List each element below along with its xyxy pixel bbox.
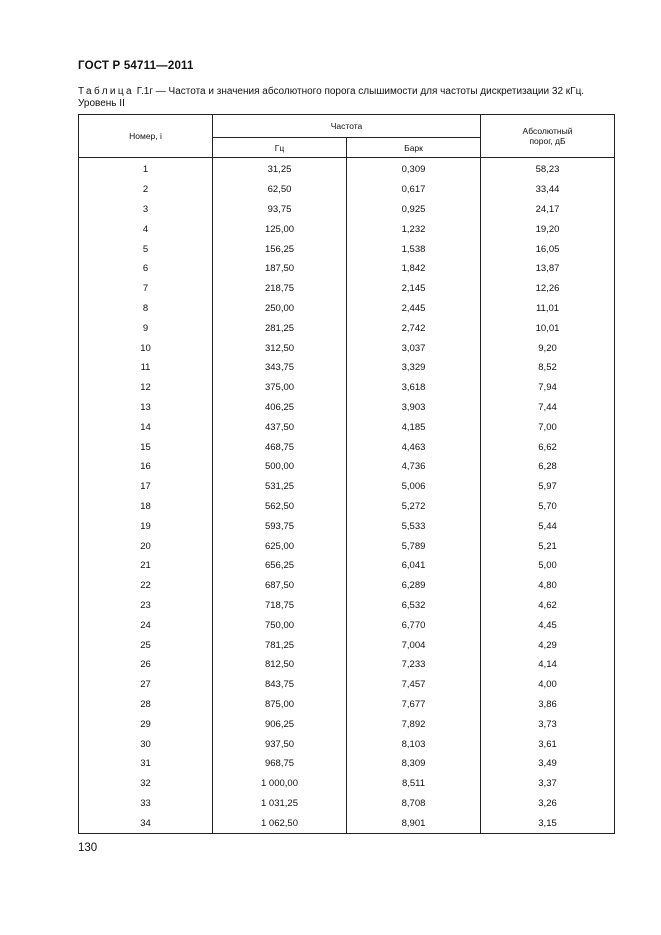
frequency-bark-cell: 3,037	[347, 338, 481, 358]
frequency-bark-cell: 7,892	[347, 714, 481, 734]
row-number-cell: 3	[79, 200, 213, 220]
frequency-bark-cell: 1,232	[347, 219, 481, 239]
row-number-cell: 32	[79, 774, 213, 794]
frequency-hz-cell: 906,25	[213, 714, 347, 734]
absolute-threshold-cell: 4,29	[481, 635, 615, 655]
frequency-hz-cell: 125,00	[213, 219, 347, 239]
frequency-bark-cell: 3,618	[347, 378, 481, 398]
table-row	[79, 556, 615, 576]
frequency-hz-cell: 437,50	[213, 417, 347, 437]
frequency-bark-cell: 4,463	[347, 437, 481, 457]
threshold-table	[78, 114, 615, 834]
table-row	[79, 655, 615, 675]
absolute-threshold-cell: 13,87	[481, 259, 615, 279]
frequency-bark-cell: 7,233	[347, 655, 481, 675]
row-number-cell: 24	[79, 615, 213, 635]
table-row	[79, 299, 615, 319]
frequency-hz-cell: 843,75	[213, 675, 347, 695]
row-number-cell: 34	[79, 813, 213, 833]
table-row	[79, 200, 615, 220]
absolute-threshold-cell: 8,52	[481, 358, 615, 378]
frequency-bark-cell: 5,533	[347, 516, 481, 536]
row-number-cell: 10	[79, 338, 213, 358]
row-number-cell: 17	[79, 477, 213, 497]
absolute-threshold-cell: 19,20	[481, 219, 615, 239]
row-number-cell: 25	[79, 635, 213, 655]
frequency-bark-cell: 8,309	[347, 754, 481, 774]
absolute-threshold-cell: 3,49	[481, 754, 615, 774]
absolute-threshold-cell: 4,14	[481, 655, 615, 675]
frequency-bark-cell: 8,511	[347, 774, 481, 794]
absolute-threshold-cell: 5,70	[481, 497, 615, 517]
absolute-threshold-cell: 5,21	[481, 536, 615, 556]
absolute-threshold-cell: 3,86	[481, 695, 615, 715]
frequency-bark-cell: 8,708	[347, 794, 481, 814]
absolute-threshold-cell: 3,15	[481, 813, 615, 833]
row-number-cell: 30	[79, 734, 213, 754]
table-row	[79, 457, 615, 477]
table-row	[79, 635, 615, 655]
frequency-hz-cell: 1 031,25	[213, 794, 347, 814]
table-row	[79, 417, 615, 437]
frequency-bark-cell: 4,736	[347, 457, 481, 477]
row-number-cell: 7	[79, 279, 213, 299]
row-number-cell: 19	[79, 516, 213, 536]
frequency-hz-cell: 281,25	[213, 318, 347, 338]
frequency-hz-cell: 1 000,00	[213, 774, 347, 794]
frequency-hz-cell: 31,25	[213, 158, 347, 180]
row-number-cell: 5	[79, 239, 213, 259]
row-number-cell: 1	[79, 158, 213, 180]
frequency-bark-cell: 0,925	[347, 200, 481, 220]
table-row	[79, 714, 615, 734]
document-code: ГОСТ Р 54711—2011	[78, 60, 194, 72]
frequency-hz-cell: 937,50	[213, 734, 347, 754]
absolute-threshold-cell: 7,00	[481, 417, 615, 437]
row-number-cell: 15	[79, 437, 213, 457]
caption-label: Таблица	[78, 86, 135, 97]
frequency-bark-cell: 8,901	[347, 813, 481, 833]
frequency-bark-cell: 7,677	[347, 695, 481, 715]
absolute-threshold-cell: 5,00	[481, 556, 615, 576]
header-bark	[347, 138, 481, 158]
table-row	[79, 734, 615, 754]
frequency-bark-cell: 1,842	[347, 259, 481, 279]
frequency-bark-cell: 5,006	[347, 477, 481, 497]
header-hz	[213, 138, 347, 158]
frequency-bark-cell: 6,289	[347, 576, 481, 596]
absolute-threshold-cell: 58,23	[481, 158, 615, 180]
absolute-threshold-cell: 4,45	[481, 615, 615, 635]
table-row	[79, 536, 615, 556]
frequency-hz-cell: 875,00	[213, 695, 347, 715]
table-row	[79, 774, 615, 794]
table-row	[79, 358, 615, 378]
table-row	[79, 378, 615, 398]
absolute-threshold-cell: 7,44	[481, 398, 615, 418]
frequency-bark-cell: 2,742	[347, 318, 481, 338]
frequency-hz-cell: 500,00	[213, 457, 347, 477]
frequency-hz-cell: 468,75	[213, 437, 347, 457]
table-row	[79, 398, 615, 418]
absolute-threshold-cell: 5,97	[481, 477, 615, 497]
frequency-bark-cell: 0,309	[347, 158, 481, 180]
frequency-bark-cell: 3,903	[347, 398, 481, 418]
frequency-bark-cell: 6,041	[347, 556, 481, 576]
frequency-hz-cell: 250,00	[213, 299, 347, 319]
table-row	[79, 318, 615, 338]
table-row	[79, 279, 615, 299]
frequency-bark-cell: 3,329	[347, 358, 481, 378]
frequency-bark-cell: 1,538	[347, 239, 481, 259]
row-number-cell: 4	[79, 219, 213, 239]
header-frequency	[213, 115, 481, 138]
absolute-threshold-cell: 24,17	[481, 200, 615, 220]
row-number-cell: 16	[79, 457, 213, 477]
frequency-bark-cell: 6,532	[347, 596, 481, 616]
frequency-hz-cell: 750,00	[213, 615, 347, 635]
row-number-cell: 29	[79, 714, 213, 734]
table-row	[79, 794, 615, 814]
table-row	[79, 239, 615, 259]
frequency-bark-cell: 8,103	[347, 734, 481, 754]
row-number-cell: 20	[79, 536, 213, 556]
absolute-threshold-cell: 12,26	[481, 279, 615, 299]
table-row	[79, 675, 615, 695]
frequency-hz-cell: 343,75	[213, 358, 347, 378]
table-row	[79, 615, 615, 635]
row-number-cell: 23	[79, 596, 213, 616]
row-number-cell: 14	[79, 417, 213, 437]
frequency-hz-cell: 718,75	[213, 596, 347, 616]
frequency-hz-cell: 312,50	[213, 338, 347, 358]
absolute-threshold-cell: 11,01	[481, 299, 615, 319]
frequency-hz-cell: 593,75	[213, 516, 347, 536]
table-row	[79, 813, 615, 833]
frequency-hz-cell: 62,50	[213, 180, 347, 200]
frequency-hz-cell: 812,50	[213, 655, 347, 675]
table-row	[79, 437, 615, 457]
header-number-label: Номер, i	[129, 131, 162, 141]
table-caption	[78, 86, 616, 110]
absolute-threshold-cell: 9,20	[481, 338, 615, 358]
frequency-hz-cell: 1 062,50	[213, 813, 347, 833]
frequency-hz-cell: 968,75	[213, 754, 347, 774]
page-number: 130	[78, 842, 98, 854]
caption-text: Г.1г — Частота и значения абсолютного порога слышимости для частоты дискретизации 32 кГц.	[134, 86, 585, 97]
absolute-threshold-cell: 10,01	[481, 318, 615, 338]
frequency-hz-cell: 406,25	[213, 398, 347, 418]
row-number-cell: 21	[79, 556, 213, 576]
absolute-threshold-cell: 5,44	[481, 516, 615, 536]
table-row	[79, 158, 615, 180]
header-threshold	[481, 115, 615, 158]
row-number-cell: 28	[79, 695, 213, 715]
frequency-hz-cell: 781,25	[213, 635, 347, 655]
caption-level: Уровень II	[78, 98, 125, 109]
table-row	[79, 497, 615, 517]
table-row	[79, 754, 615, 774]
header-number	[79, 115, 213, 158]
frequency-bark-cell: 4,185	[347, 417, 481, 437]
table-row	[79, 180, 615, 200]
absolute-threshold-cell: 7,94	[481, 378, 615, 398]
frequency-hz-cell: 156,25	[213, 239, 347, 259]
frequency-bark-cell: 2,145	[347, 279, 481, 299]
table-row	[79, 516, 615, 536]
header-threshold-line1: Абсолютный	[522, 126, 573, 136]
table-row	[79, 695, 615, 715]
absolute-threshold-cell: 3,61	[481, 734, 615, 754]
header-bark-label: Барк	[404, 142, 423, 153]
row-number-cell: 13	[79, 398, 213, 418]
frequency-hz-cell: 187,50	[213, 259, 347, 279]
frequency-hz-cell: 687,50	[213, 576, 347, 596]
absolute-threshold-cell: 16,05	[481, 239, 615, 259]
row-number-cell: 33	[79, 794, 213, 814]
absolute-threshold-cell: 4,62	[481, 596, 615, 616]
absolute-threshold-cell: 6,62	[481, 437, 615, 457]
absolute-threshold-cell: 3,26	[481, 794, 615, 814]
absolute-threshold-cell: 4,00	[481, 675, 615, 695]
row-number-cell: 26	[79, 655, 213, 675]
table-row	[79, 259, 615, 279]
table-row	[79, 338, 615, 358]
table-row	[79, 219, 615, 239]
absolute-threshold-cell: 6,28	[481, 457, 615, 477]
row-number-cell: 27	[79, 675, 213, 695]
frequency-hz-cell: 93,75	[213, 200, 347, 220]
absolute-threshold-cell: 33,44	[481, 180, 615, 200]
table-body	[79, 158, 615, 834]
table-row	[79, 477, 615, 497]
row-number-cell: 9	[79, 318, 213, 338]
header-threshold-line2: порог, дБ	[529, 136, 566, 146]
absolute-threshold-cell: 3,37	[481, 774, 615, 794]
frequency-bark-cell: 6,770	[347, 615, 481, 635]
frequency-bark-cell: 5,272	[347, 497, 481, 517]
row-number-cell: 2	[79, 180, 213, 200]
absolute-threshold-cell: 3,73	[481, 714, 615, 734]
frequency-bark-cell: 7,457	[347, 675, 481, 695]
frequency-hz-cell: 375,00	[213, 378, 347, 398]
frequency-bark-cell: 5,789	[347, 536, 481, 556]
frequency-bark-cell: 0,617	[347, 180, 481, 200]
row-number-cell: 18	[79, 497, 213, 517]
row-number-cell: 12	[79, 378, 213, 398]
frequency-hz-cell: 531,25	[213, 477, 347, 497]
frequency-hz-cell: 218,75	[213, 279, 347, 299]
absolute-threshold-cell: 4,80	[481, 576, 615, 596]
row-number-cell: 31	[79, 754, 213, 774]
table-row	[79, 596, 615, 616]
frequency-hz-cell: 625,00	[213, 536, 347, 556]
frequency-bark-cell: 2,445	[347, 299, 481, 319]
row-number-cell: 22	[79, 576, 213, 596]
frequency-hz-cell: 656,25	[213, 556, 347, 576]
row-number-cell: 6	[79, 259, 213, 279]
frequency-bark-cell: 7,004	[347, 635, 481, 655]
frequency-hz-cell: 562,50	[213, 497, 347, 517]
table-row	[79, 576, 615, 596]
row-number-cell: 8	[79, 299, 213, 319]
row-number-cell: 11	[79, 358, 213, 378]
header-frequency-label: Частота	[330, 121, 363, 131]
header-hz-label: Гц	[274, 142, 285, 153]
